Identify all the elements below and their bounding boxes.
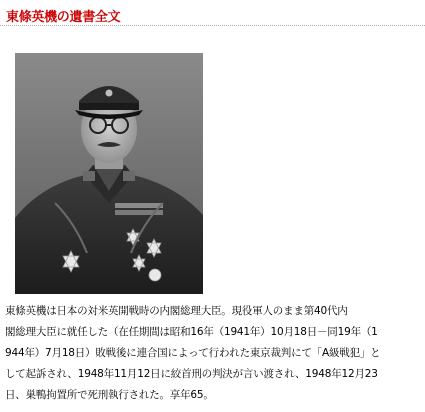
title-divider [0,25,425,26]
portrait-photo [15,53,203,294]
page-title: 東條英機の遺書全文 [6,10,121,25]
biography-line: 日、巣鴨拘置所で死刑執行された。享年65。 [5,389,214,401]
biography-text [5,301,417,406]
biography-line: 閣総理大臣に就任した（在任期間は昭和16年（1941年）10月18日－同19年（1 [5,326,378,338]
biography-line: して起訴され、1948年11月12日に絞首刑の判決が言い渡され、1948年12月23 [5,368,378,380]
biography-line: 東條英機は日本の対米英開戦時の内閣総理大臣。現役軍人のまま第40代内 [5,305,348,317]
portrait-photo-drawing [15,53,203,294]
biography-line: 944年）7月18日）敗戦後に連合国によって行われた東京裁判にて「A級戦犯」と [5,347,381,359]
